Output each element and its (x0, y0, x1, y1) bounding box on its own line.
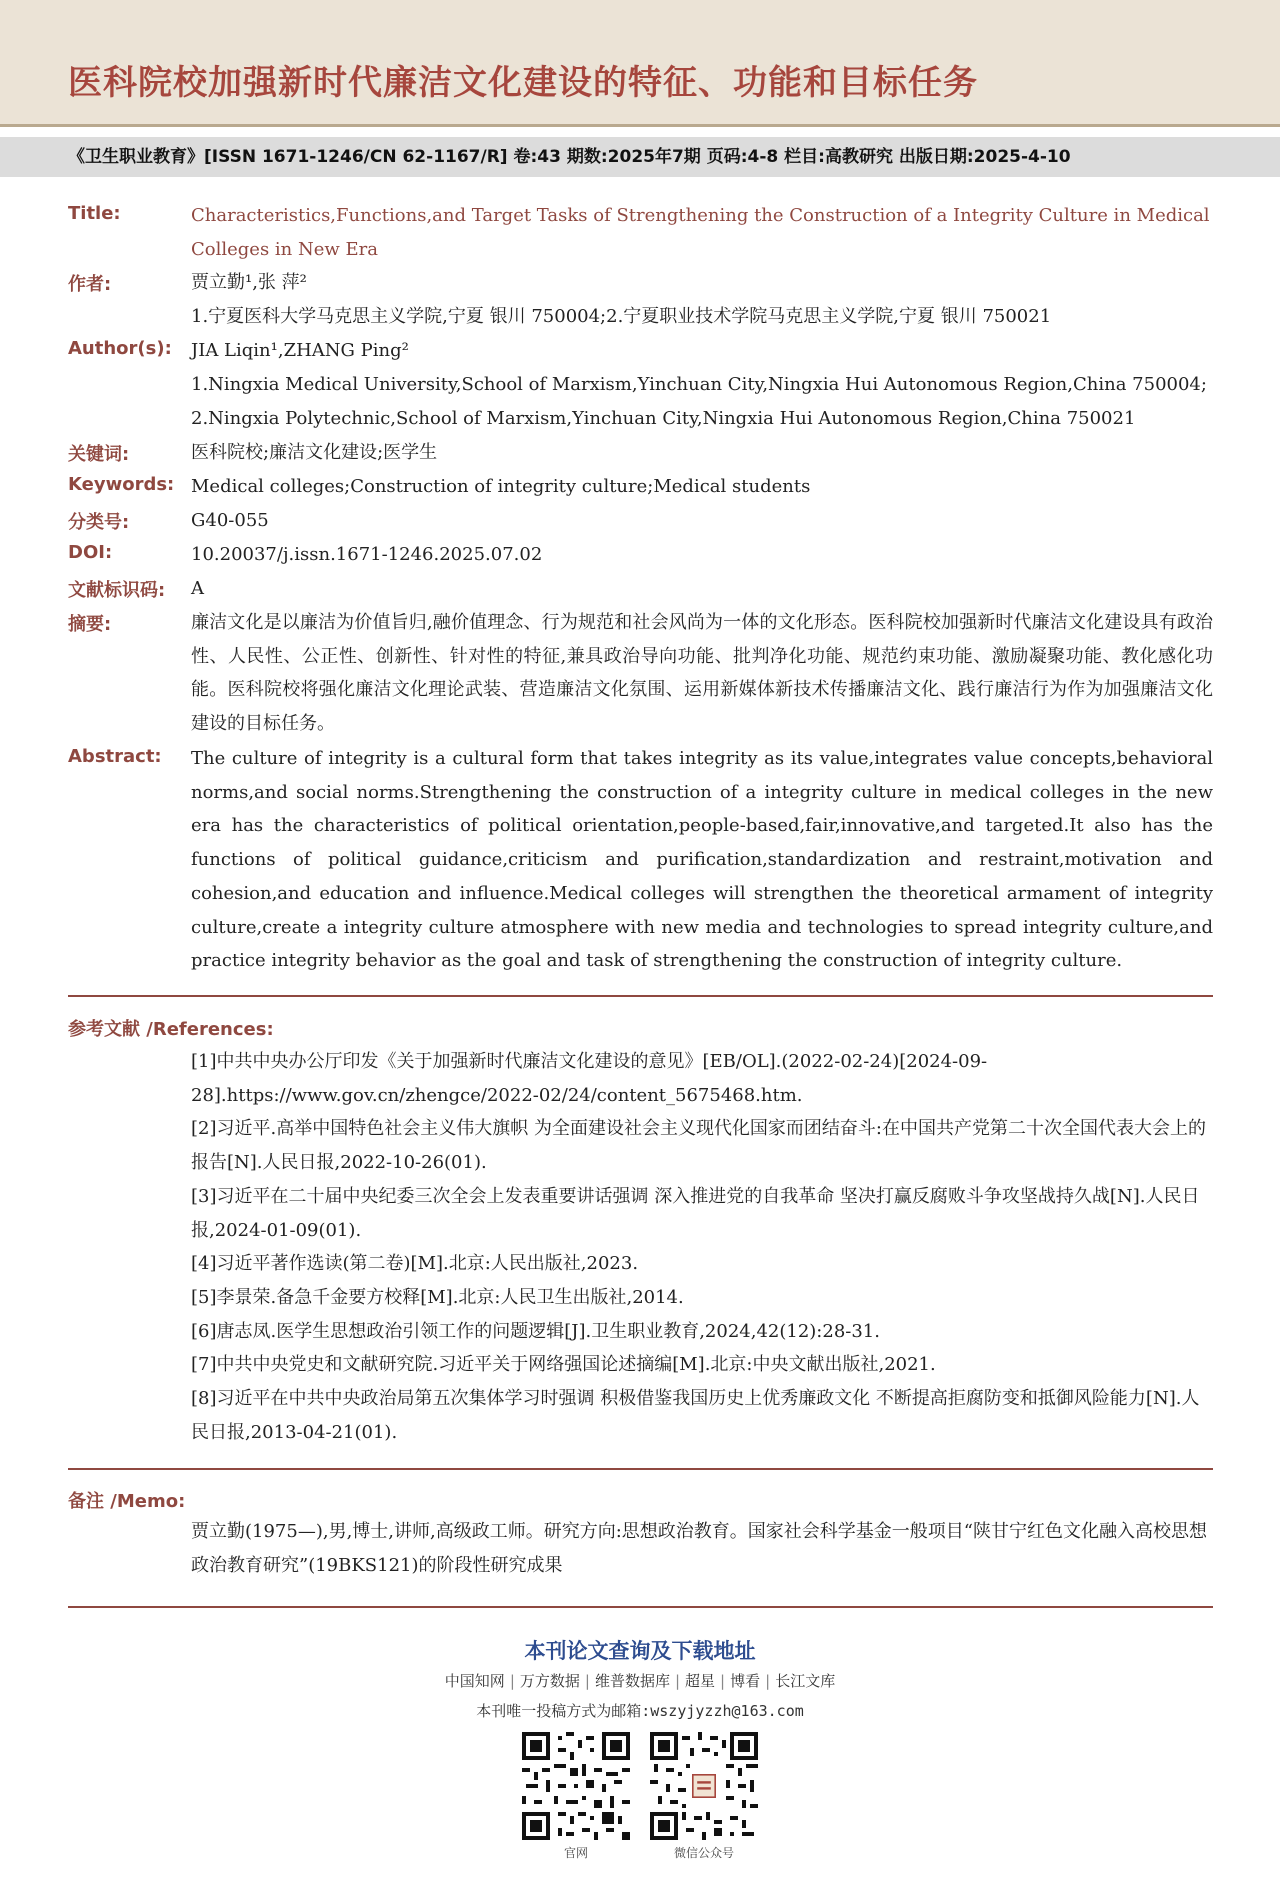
memo-label: 备注 /Memo: (68, 1491, 186, 1512)
class-value: G40-055 (191, 510, 269, 531)
english-title: Characteristics,Functions,and Target Tasks of Strengthening the Construction of a Integrity Culture in Medical Colleges in New Era (191, 205, 1210, 260)
references-list (191, 1045, 1213, 1449)
doc-code-value: A (191, 578, 204, 599)
reference-item: [2]习近平.高举中国特色社会主义伟大旗帜 为全面建设社会主义现代化国家而团结奋斗:在中国共产党第二十次全国代表大会上的报告[N].人民日报,2022-10-26(01). (191, 1118, 1206, 1174)
keywords-cn: 医科院校;廉洁文化建设;医学生 (191, 442, 438, 463)
abstract-en: The culture of integrity is a cultural form that takes integrity as its value,integrates value concepts,behavioral norms,and social norms.Strengthening the construction of a integrity culture in medical colleges in the new era has the characteristics of political orientation,people-based,fair,innovative,and targeted.It also has the functions of political guidance,criticism and purification,standardization and restraint,motivation and cohesion,and education and influence.Medical colleges will strengthen the theoretical armament of integrity culture,create a integrity culture atmosphere with new media and technologies to spread integrity culture,and practice integrity behavior as the goal and task of strengthening the construction of integrity culture. (191, 748, 1213, 972)
abstract-cn-label: 摘要: (68, 614, 112, 635)
divider (68, 1606, 1213, 1608)
qr-caption: 微信公众号 (673, 1846, 734, 1860)
references-label: 参考文献 /References: (68, 1019, 274, 1040)
divider (68, 1468, 1213, 1470)
title-label: Title: (68, 203, 121, 224)
author-names-cn: 贾立勤¹,张 萍² (191, 272, 307, 293)
database-link[interactable]: 中国知网 (444, 1672, 505, 1690)
database-link[interactable]: 维普数据库 (594, 1672, 670, 1690)
keywords-en-label: Keywords: (68, 474, 175, 495)
memo-text: 贾立勤(1975—),男,博士,讲师,高级政工师。研究方向:思想政治教育。国家社会科学基金一般项目“陕甘宁红色文化融入高校思想政治教育研究”(19BKS121)的阶段性研究成果 (191, 1521, 1208, 1576)
submission-email[interactable]: 本刊唯一投稿方式为邮箱:wszyjyzzh@163.com (476, 1702, 804, 1720)
doc-code-label: 文献标识码: (68, 580, 166, 601)
footer-title: 本刊论文查询及下载地址 (524, 1639, 756, 1663)
wechat-qr-code[interactable] (650, 1732, 758, 1840)
reference-item: [4]习近平著作选读(第二卷)[M].北京:人民出版社,2023. (191, 1253, 639, 1275)
affiliation-en: 1.Ningxia Medical University,School of Marxism,Yinchuan City,Ningxia Hui Autonomous Region,China 750004; 2.Ningxia Polytechnic,School of Marxism,Yinchuan City,Ningxia Hui Autonomous Region,China 750021 (191, 374, 1207, 429)
page-title: 医科院校加强新时代廉洁文化建设的特征、功能和目标任务 (68, 63, 978, 103)
website-qr-code[interactable] (522, 1732, 630, 1840)
reference-item: [5]李景荣.备急千金要方校释[M].北京:人民卫生出版社,2014. (191, 1286, 684, 1308)
abstract-en-label: Abstract: (68, 746, 162, 767)
reference-item[interactable]: [1]中共中央办公厅印发《关于加强新时代廉洁文化建设的意见》[EB/OL].(2022-02-24)[2024-09-28].https://www.gov.cn/zhengce/2022-02/24/content_5675468.htm. (191, 1051, 988, 1106)
doi-value[interactable]: 10.20037/j.issn.1671-1246.2025.07.02 (191, 544, 543, 565)
qr-caption: 官网 (563, 1846, 588, 1860)
database-link[interactable]: 长江文库 (775, 1672, 836, 1690)
database-link[interactable]: 万方数据 (519, 1672, 580, 1690)
divider (68, 995, 1213, 997)
class-label: 分类号: (68, 512, 130, 533)
database-link[interactable]: 超星 (685, 1672, 716, 1690)
doi-label: DOI: (68, 542, 113, 563)
reference-item: [8]习近平在中共中央政治局第五次集体学习时强调 积极借鉴我国历史上优秀廉政文化 不断提高拒腐防变和抵御风险能力[N].人民日报,2013-04-21(01). (191, 1388, 1200, 1443)
abstract-cn: 廉洁文化是以廉洁为价值旨归,融价值理念、行为规范和社会风尚为一体的文化形态。医科院校加强新时代廉洁文化建设具有政治性、人民性、公正性、创新性、针对性的特征,兼具政治导向功能、批判净化功能、规范约束功能、激励凝聚功能、教化感化功能。医科院校将强化廉洁文化理论武装、营造廉洁文化氛围、运用新媒体新技术传播廉洁文化、践行廉洁行为作为加强廉洁文化建设的目标任务。 (191, 612, 1213, 735)
author-en-label: Author(s): (68, 338, 172, 359)
affiliation-cn: 1.宁夏医科大学马克思主义学院,宁夏 银川 750004;2.宁夏职业技术学院马克思主义学院,宁夏 银川 750021 (191, 306, 1052, 327)
database-list: 中国知网 | 万方数据 | 维普数据库 | 超星 | 博看 | 长江文库 (444, 1672, 836, 1690)
author-names-en: JIA Liqin¹,ZHANG Ping² (191, 340, 409, 361)
reference-item: [3]习近平在二十届中央纪委三次全会上发表重要讲话强调 深入推进党的自我革命 坚决打赢反腐败斗争攻坚战持久战[N].人民日报,2024-01-09(01). (191, 1185, 1200, 1241)
reference-item: [6]唐志凤.医学生思想政治引领工作的问题逻辑[J].卫生职业教育,2024,42(12):28-31. (191, 1320, 880, 1342)
page-header (0, 0, 1280, 127)
keywords-cn-label: 关键词: (68, 444, 130, 465)
database-link[interactable]: 博看 (730, 1672, 761, 1690)
author-label: 作者: (68, 274, 112, 295)
reference-item: [7]中共中央党史和文献研究院.习近平关于网络强国论述摘编[M].北京:中央文献出版社,2021. (191, 1354, 936, 1376)
journal-meta-bar: 《卫生职业教育》[ISSN 1671-1246/CN 62-1167/R] 卷:43 期数:2025年7期 页码:4-8 栏目:高教研究 出版日期:2025-4-10 (0, 137, 1280, 177)
keywords-en: Medical colleges;Construction of integrity culture;Medical students (191, 476, 811, 497)
